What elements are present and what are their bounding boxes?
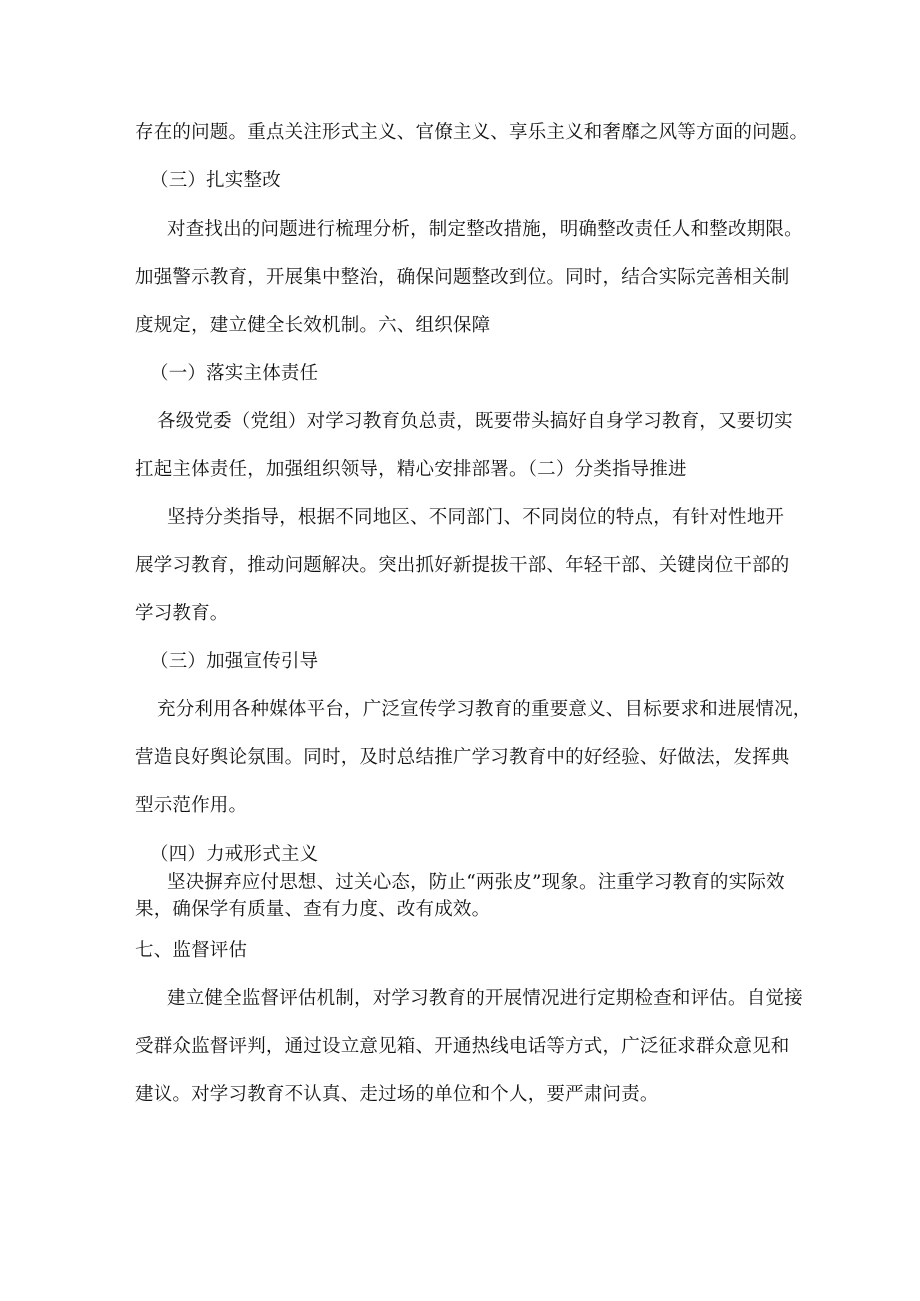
text-line: 展学习教育，推动问题解决。突出抓好新提拔干部、年轻干部、关键岗位干部的 — [135, 555, 790, 576]
text-line: 果，确保学有质量、查有力度、改有成效。 — [135, 899, 491, 920]
text-line: 型示范作用。 — [135, 795, 248, 816]
text-line: 充分利用各种媒体平台，广泛宣传学习教育的重要意义、目标要求和进展情况， — [157, 699, 812, 720]
text-line: 加强警示教育，开展集中整治，确保问题整改到位。同时，结合实际完善相关制 — [135, 267, 790, 288]
text-line: 建立健全监督评估机制，对学习教育的开展情况进行定期检查和评估。自觉接 — [167, 988, 803, 1009]
text-line: 存在的问题。重点关注形式主义、官僚主义、享乐主义和奢靡之风等方面的问题。 — [135, 122, 809, 143]
text-line: 受群众监督评判，通过设立意见箱、开通热线电话等方式，广泛征求群众意见和 — [135, 1036, 790, 1057]
text-line: 营造良好舆论氛围。同时，及时总结推广学习教育中的好经验、好做法，发挥典 — [135, 747, 790, 768]
chapter-heading: 七、监督评估 — [135, 940, 248, 961]
section-heading: （三）加强宣传引导 — [150, 651, 319, 672]
section-heading: （四）力戒形式主义 — [150, 844, 319, 865]
text-line: 坚持分类指导，根据不同地区、不同部门、不同岗位的特点，有针对性地开 — [167, 507, 785, 528]
text-line: 各级党委（党组）对学习教育负总责，既要带头搞好自身学习教育，又要切实 — [157, 411, 793, 432]
section-heading: （一）落实主体责任 — [150, 363, 319, 384]
text-line: 扛起主体责任，加强组织领导，精心安排部署。（二）分类指导推进 — [135, 459, 687, 480]
text-line: 度规定，建立健全长效机制。六、组织保障 — [135, 315, 491, 336]
section-heading: （三）扎实整改 — [150, 170, 281, 191]
text-line: 学习教育。 — [135, 603, 229, 624]
text-line: 坚决摒弃应付思想、过关心态，防止“两张皮”现象。注重学习教育的实际效 — [167, 872, 785, 893]
text-line: 建议。对学习教育不认真、走过场的单位和个人，要严肃问责。 — [135, 1084, 659, 1105]
text-line: 对查找出的问题进行梳理分析，制定整改措施，明确整改责任人和整改期限。 — [167, 219, 803, 240]
